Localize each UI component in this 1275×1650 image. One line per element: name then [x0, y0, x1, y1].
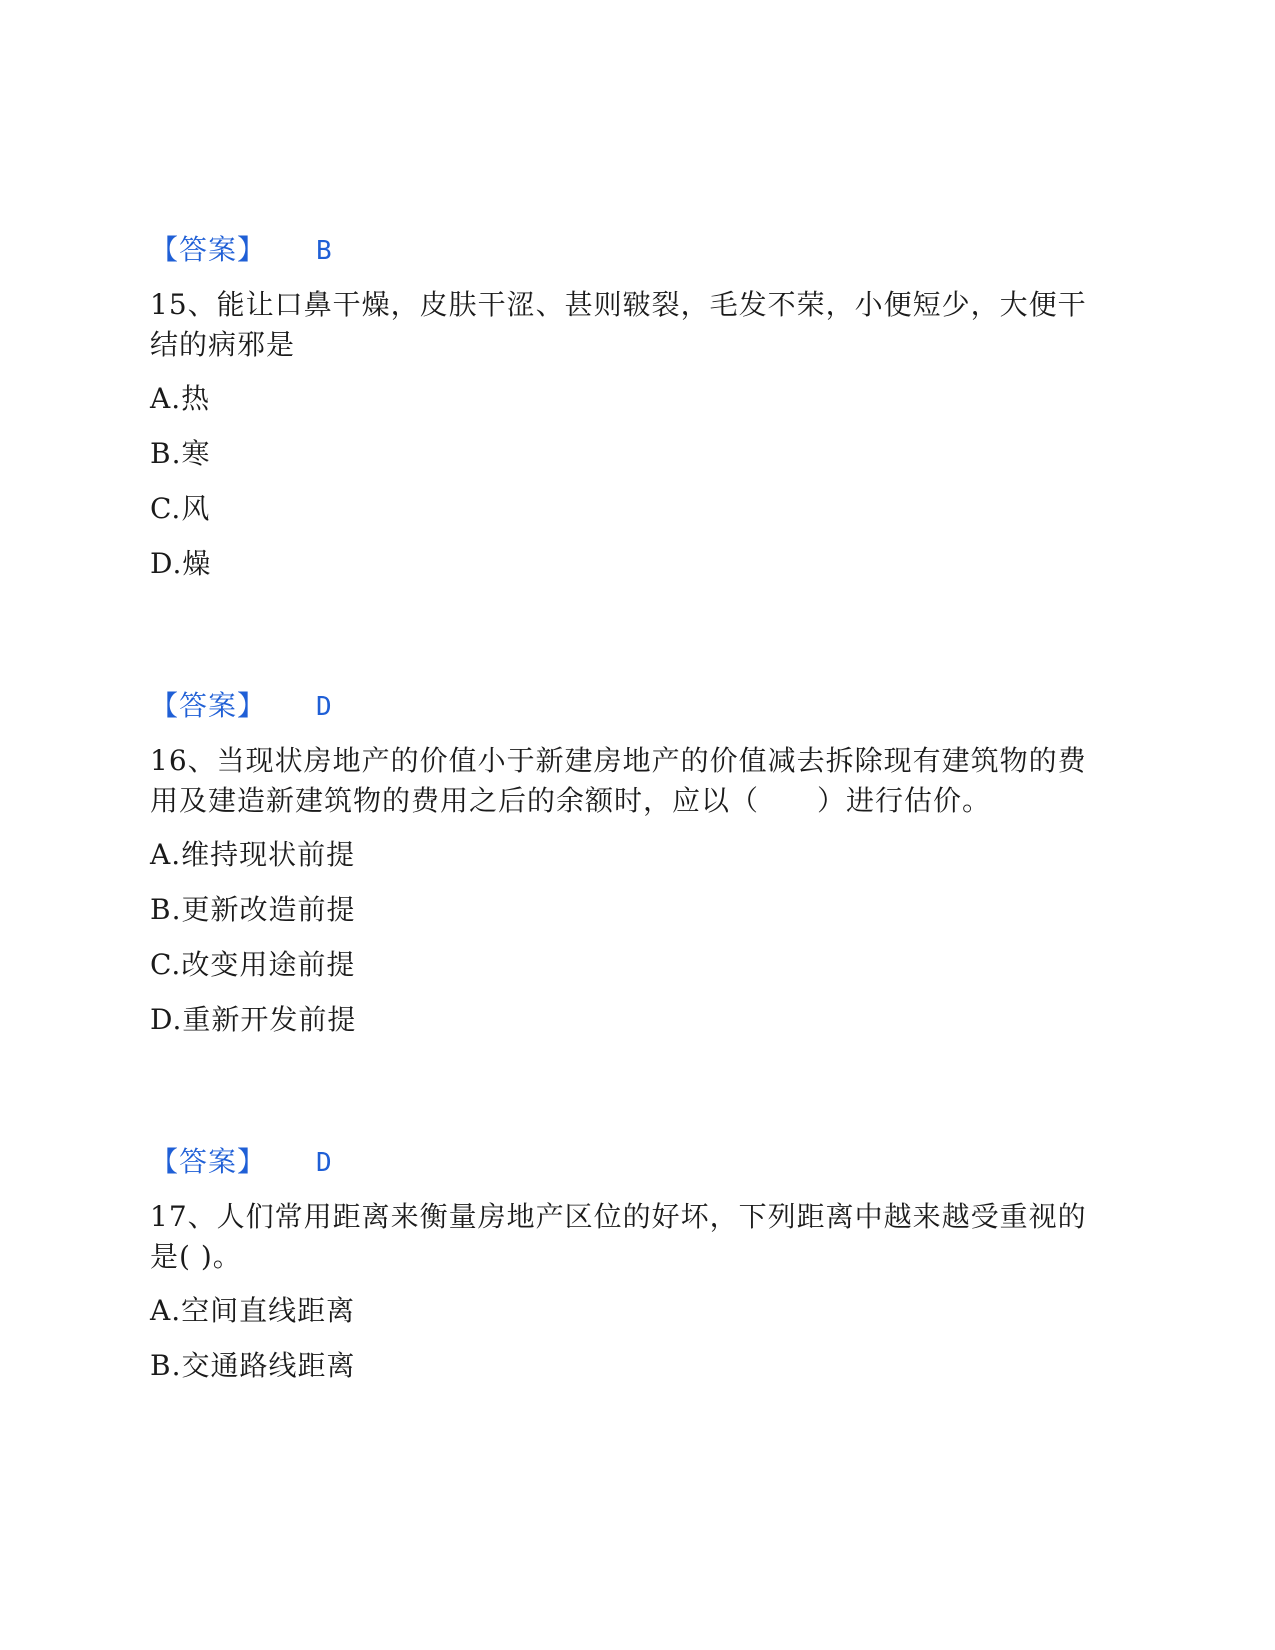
option-d: D.燥: [150, 547, 212, 580]
option-a: A.热: [150, 382, 211, 415]
option-a: A.空间直线距离: [150, 1294, 356, 1327]
answer-value: D: [316, 1148, 332, 1178]
answer-line: [150, 1142, 332, 1182]
option-b: B.更新改造前提: [150, 893, 356, 926]
answer-label: 【答案】: [150, 1145, 267, 1178]
option-c: C.风: [150, 492, 211, 525]
answer-line: [150, 230, 332, 270]
option-a: A.维持现状前提: [150, 838, 356, 871]
question-text: 17、人们常用距离来衡量房地产区位的好坏，下列距离中越来越受重视的是( )。: [150, 1200, 1087, 1273]
option-c: C.改变用途前提: [150, 948, 356, 981]
option-d: D.重新开发前提: [150, 1003, 357, 1036]
option-b: B.交通路线距离: [150, 1349, 356, 1382]
answer-value: D: [316, 692, 332, 722]
answer-value: B: [316, 236, 332, 266]
question-text: 16、当现状房地产的价值小于新建房地产的价值减去拆除现有建筑物的费用及建造新建筑物的费用之后的余额时，应以（ ）进行估价。: [150, 744, 1087, 817]
answer-label: 【答案】: [150, 689, 267, 722]
answer-label: 【答案】: [150, 233, 267, 266]
option-b: B.寒: [150, 437, 211, 470]
question-text: 15、能让口鼻干燥，皮肤干涩、甚则皲裂，毛发不荣，小便短少，大便干结的病邪是: [150, 288, 1087, 361]
answer-line: [150, 686, 332, 726]
